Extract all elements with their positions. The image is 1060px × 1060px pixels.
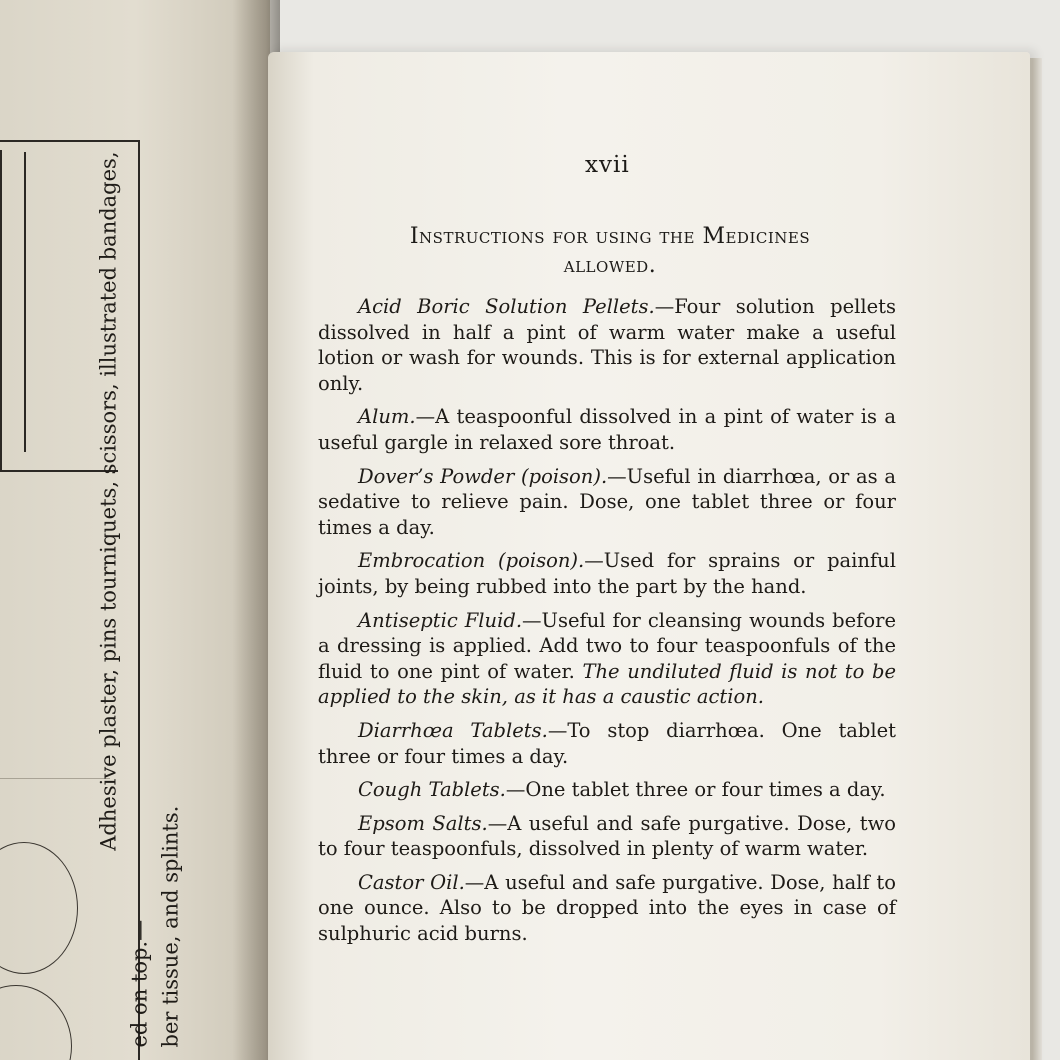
entry-text: —Used for sprains or painful joints, by being rubbed into the part by the hand. bbox=[318, 549, 896, 598]
entry-text: —One tablet three or four times a day. bbox=[505, 778, 886, 802]
entry-epsom-salts bbox=[318, 811, 896, 862]
entry-acid-boric bbox=[318, 294, 896, 396]
entry-warning: The undiluted fluid is not to be applied to the skin, as it has a caustic action. bbox=[318, 659, 896, 709]
rotated-line-2: ed on top.— bbox=[127, 919, 152, 1048]
entry-alum bbox=[318, 404, 896, 455]
entry-text: —Useful for cleansing wounds before a dressing is applied. Add two to four teaspoonfuls of the fluid to one pint of water. bbox=[318, 608, 896, 683]
rotated-line-3: ber tissue, and splints. bbox=[158, 805, 183, 1048]
entry-name: Embrocation (poison). bbox=[358, 549, 585, 573]
entry-text: —Four solution pellets dissolved in half a pint of warm water make a useful lotion or wash for wounds. This is for external application only. bbox=[318, 295, 896, 395]
entry-name: Epsom Salts. bbox=[358, 811, 488, 835]
entry-text: —A teaspoonful dissolved in a pint of water is a useful gargle in relaxed sore throat. bbox=[318, 405, 896, 454]
entry-text: —Useful in diarrhœa, or as a sedative to relieve pain. Dose, one tablet three or four times a day. bbox=[318, 464, 896, 539]
entry-castor-oil bbox=[318, 870, 896, 947]
entry-text: —A useful and safe purgative. Dose, half to one ounce. Also to be dropped into the eyes in case of sulphuric acid burns. bbox=[318, 870, 896, 946]
entry-embrocation bbox=[318, 548, 896, 599]
table-left-rule bbox=[0, 150, 2, 470]
table-top-rule bbox=[0, 140, 140, 142]
rotated-caption bbox=[94, 152, 187, 1052]
entry-name: Acid Boric Solution Pellets. bbox=[358, 295, 655, 318]
entry-name: Antiseptic Fluid. bbox=[358, 608, 523, 632]
medicine-instructions bbox=[318, 294, 896, 955]
entry-name: Cough Tablets. bbox=[358, 778, 506, 802]
heading-line-1: Instructions for using the Medicines bbox=[409, 224, 811, 249]
rotated-line-1: Adhesive plaster, pins tourniquets, scissors, illustrated bandages, bbox=[96, 151, 121, 851]
entry-name: Alum. bbox=[358, 405, 416, 429]
entry-cough-tablets bbox=[318, 777, 896, 803]
entry-dovers-powder bbox=[318, 464, 896, 541]
entry-antiseptic-fluid bbox=[318, 608, 896, 710]
entry-name: Dover’s Powder (poison). bbox=[358, 464, 608, 488]
entry-text: —A useful and safe purgative. Dose, two to four teaspoonfuls, dissolved in plenty of warm water. bbox=[318, 811, 896, 861]
page-number: xvii bbox=[585, 152, 630, 178]
page-heading bbox=[360, 222, 860, 280]
entry-diarrhoea-tablets bbox=[318, 718, 896, 769]
entry-text: —To stop diarrhœa. One tablet three or four times a day. bbox=[318, 718, 896, 768]
heading-line-2: allowed. bbox=[563, 253, 657, 278]
entry-name: Diarrhœa Tablets. bbox=[358, 718, 548, 742]
table-column-rule bbox=[24, 152, 26, 452]
entry-name: Castor Oil. bbox=[358, 870, 465, 894]
